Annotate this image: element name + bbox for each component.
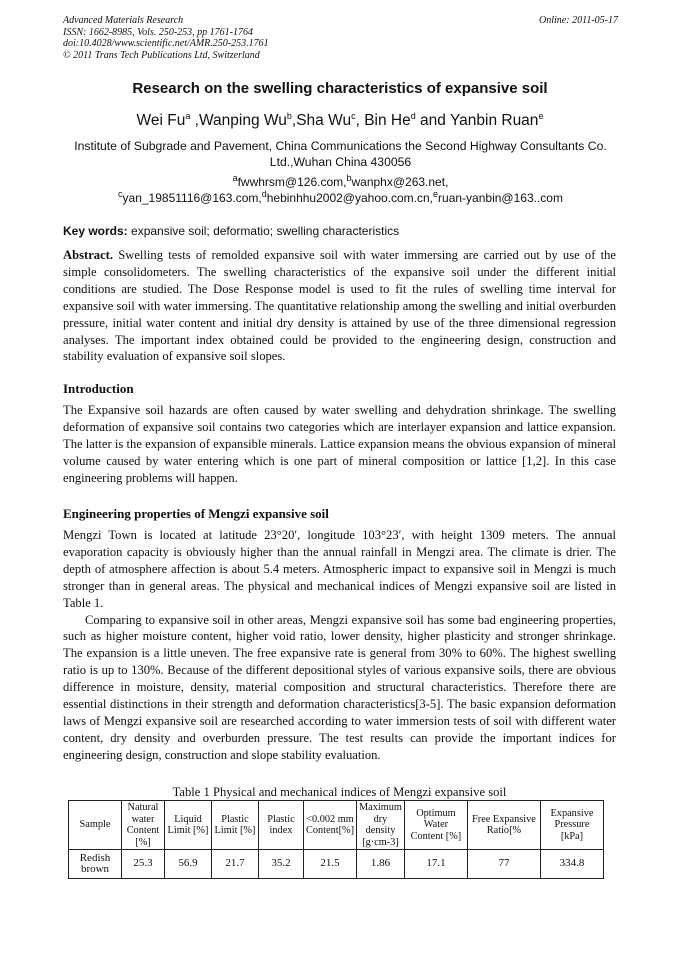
paper-title: Research on the swelling characteristics of expansive soil — [132, 80, 548, 97]
author-name: Sha Wu — [296, 112, 352, 129]
email-a[interactable]: fwwhrsm@126.com, — [237, 175, 347, 189]
author-affil-mark: d — [410, 110, 416, 121]
author-separator: and — [415, 112, 450, 129]
table-cell: 17.1 — [404, 850, 467, 879]
email-line — [63, 174, 618, 190]
online-date: Online: 2011-05-17 — [539, 15, 618, 26]
author-separator: , — [291, 112, 297, 129]
author-list — [40, 112, 640, 130]
col-header-free-expansive: Free Expansive Ratio[% — [467, 801, 540, 850]
issn-line: ISSN: 1662-8985, Vols. 250-253, pp 1761-1764 — [63, 26, 253, 38]
email-d[interactable]: hebinhhu2002@yahoo.com.cn, — [266, 191, 434, 205]
col-header-clay-content: <0.002 mm Content[%] — [304, 801, 357, 850]
table-cell: 1.86 — [357, 850, 405, 879]
abstract — [63, 247, 616, 365]
table-row — [69, 850, 604, 879]
keywords-label: Key words: — [63, 224, 128, 238]
introduction-paragraph: The Expansive soil hazards are often caused by water swelling and dehydration shrinkage. The swelling deformation of expansive soil contains two categories which are interlayer expansion and lattice expansion. The latter is the expansion of expansible minerals. Lattice expansion means the obvious expansion of mineral volume caused by water entering which is one part of mineral composition or lattice [1,2]. In this case engineering problems will happen. — [63, 403, 616, 485]
col-header-optimum-water: Optimum Water Content [%] — [404, 801, 467, 850]
journal-name: Advanced Materials Research — [63, 15, 184, 26]
table-cell: 334.8 — [540, 850, 603, 879]
table-cell: 21.7 — [212, 850, 259, 879]
engineering-body — [63, 527, 616, 764]
col-header-plastic-index: Plastic index — [259, 801, 304, 850]
author-affil-mark: a — [185, 110, 191, 121]
author-name: Yanbin Ruan — [449, 112, 539, 129]
email-c[interactable]: yan_19851116@163.com, — [122, 191, 262, 205]
engineering-paragraph-2: Comparing to expansive soil in other areas, Mengzi expansive soil has some bad engineering properties, such as higher moisture content, higher void ratio, lower density, higher plasticity and stronger shrinkage. The expansion is a little uneven. The free expansive rate is general from 30% to 60%. The highest swelling ratio is up to 130%. Because of the different depositional styles of various expansive soils, there are obvious difference in moisture, density, material composition and structural characteristics. Therefore there are essential distinctions in their strength and deformation characteristics[3-5]. The basic expansion deformation laws of Mengzi expansive soil are researched according to water immersion tests of soil with different water content, dry density and overburden pressure. The test results can provide the important indices for engineering design, construction and slope stability evaluation. — [63, 612, 616, 762]
introduction-body — [63, 402, 616, 487]
author-separator: , — [190, 112, 199, 129]
email-e[interactable]: ruan-yanbin@163..com — [438, 191, 563, 205]
table-caption: Table 1 Physical and mechanical indices of Mengzi expansive soil — [172, 785, 507, 799]
introduction-heading: Introduction — [63, 381, 134, 396]
author-affil-mark: b — [286, 110, 292, 121]
table-cell: Redish brown — [69, 850, 122, 879]
col-header-max-dry-density: Maximum dry density [g·cm-3] — [357, 801, 405, 850]
col-header-plastic-limit: Plastic Limit [%] — [212, 801, 259, 850]
engineering-paragraph-1: Mengzi Town is located at latitude 23°20′, longitude 103°23′, with height 1309 meters. The annual evaporation capacity is obviously higher than the annual rainfall in Mengzi area. The climate is drier. The depth of atmosphere affection is about 5.4 meters. Atmospheric impact to expansive soil in Mengzi is much stronger than in general areas. The physical and mechanical indices of Mengzi expansive soil are listed in Table 1. — [63, 528, 616, 610]
email-mark: c — [118, 189, 123, 199]
author-emails — [63, 174, 618, 206]
abstract-text: Swelling tests of remolded expansive soil with water immersing are carried out by use of the simple consolidometers. The swelling characteristics of the expansive soil under the different initial conditions are studied. The Dose Response model is used to fit the rules of swelling time interval for expansive soil with water immersing. The quantitative relationship among the swelling and initial overburden pressure, initial water content and initial dry density is attained by use of the three dimensional regression analyses. The important index obtained could be provided to the engineering design, construction and stability evaluation of expansive soil slopes. — [63, 248, 616, 364]
keywords-text: expansive soil; deformatio; swelling characteristics — [131, 224, 400, 238]
email-mark: b — [346, 173, 352, 183]
doi-line: doi:10.4028/www.scientific.net/AMR.250-253.1761 — [63, 38, 269, 49]
engineering-heading: Engineering properties of Mengzi expansive soil — [63, 506, 329, 521]
email-line — [63, 190, 618, 206]
properties-table — [68, 800, 604, 879]
email-mark: d — [261, 189, 267, 199]
table-cell: 35.2 — [259, 850, 304, 879]
email-mark: a — [232, 173, 238, 183]
abstract-label: Abstract. — [63, 248, 114, 262]
col-header-expansive-pressure: Expansive Pressure [kPa] — [540, 801, 603, 850]
table-cell: 77 — [467, 850, 540, 879]
keywords — [63, 224, 618, 238]
author-name: Wanping Wu — [199, 112, 287, 129]
copyright-line: © 2011 Trans Tech Publications Ltd, Switzerland — [63, 49, 260, 61]
table-cell: 21.5 — [304, 850, 357, 879]
table-cell: 56.9 — [165, 850, 212, 879]
col-header-sample: Sample — [69, 801, 122, 850]
table-cell: 25.3 — [122, 850, 165, 879]
table-header-row — [69, 801, 604, 850]
author-affil-mark: e — [538, 110, 544, 121]
author-name: Bin He — [364, 112, 411, 129]
col-header-natural-water: Natural water Content [%] — [122, 801, 165, 850]
author-name: Wei Fu — [136, 112, 186, 129]
author-affil-mark: c — [351, 110, 356, 121]
journal-header — [63, 15, 618, 61]
author-separator: , — [355, 112, 365, 129]
email-mark: e — [433, 189, 439, 199]
email-b[interactable]: wanphx@263.net, — [351, 175, 449, 189]
col-header-liquid-limit: Liquid Limit [%] — [165, 801, 212, 850]
affiliation: Institute of Subgrade and Pavement, China Communications the Second Highway Consultants Co. Ltd.,Wuhan China 430056 — [74, 139, 607, 169]
